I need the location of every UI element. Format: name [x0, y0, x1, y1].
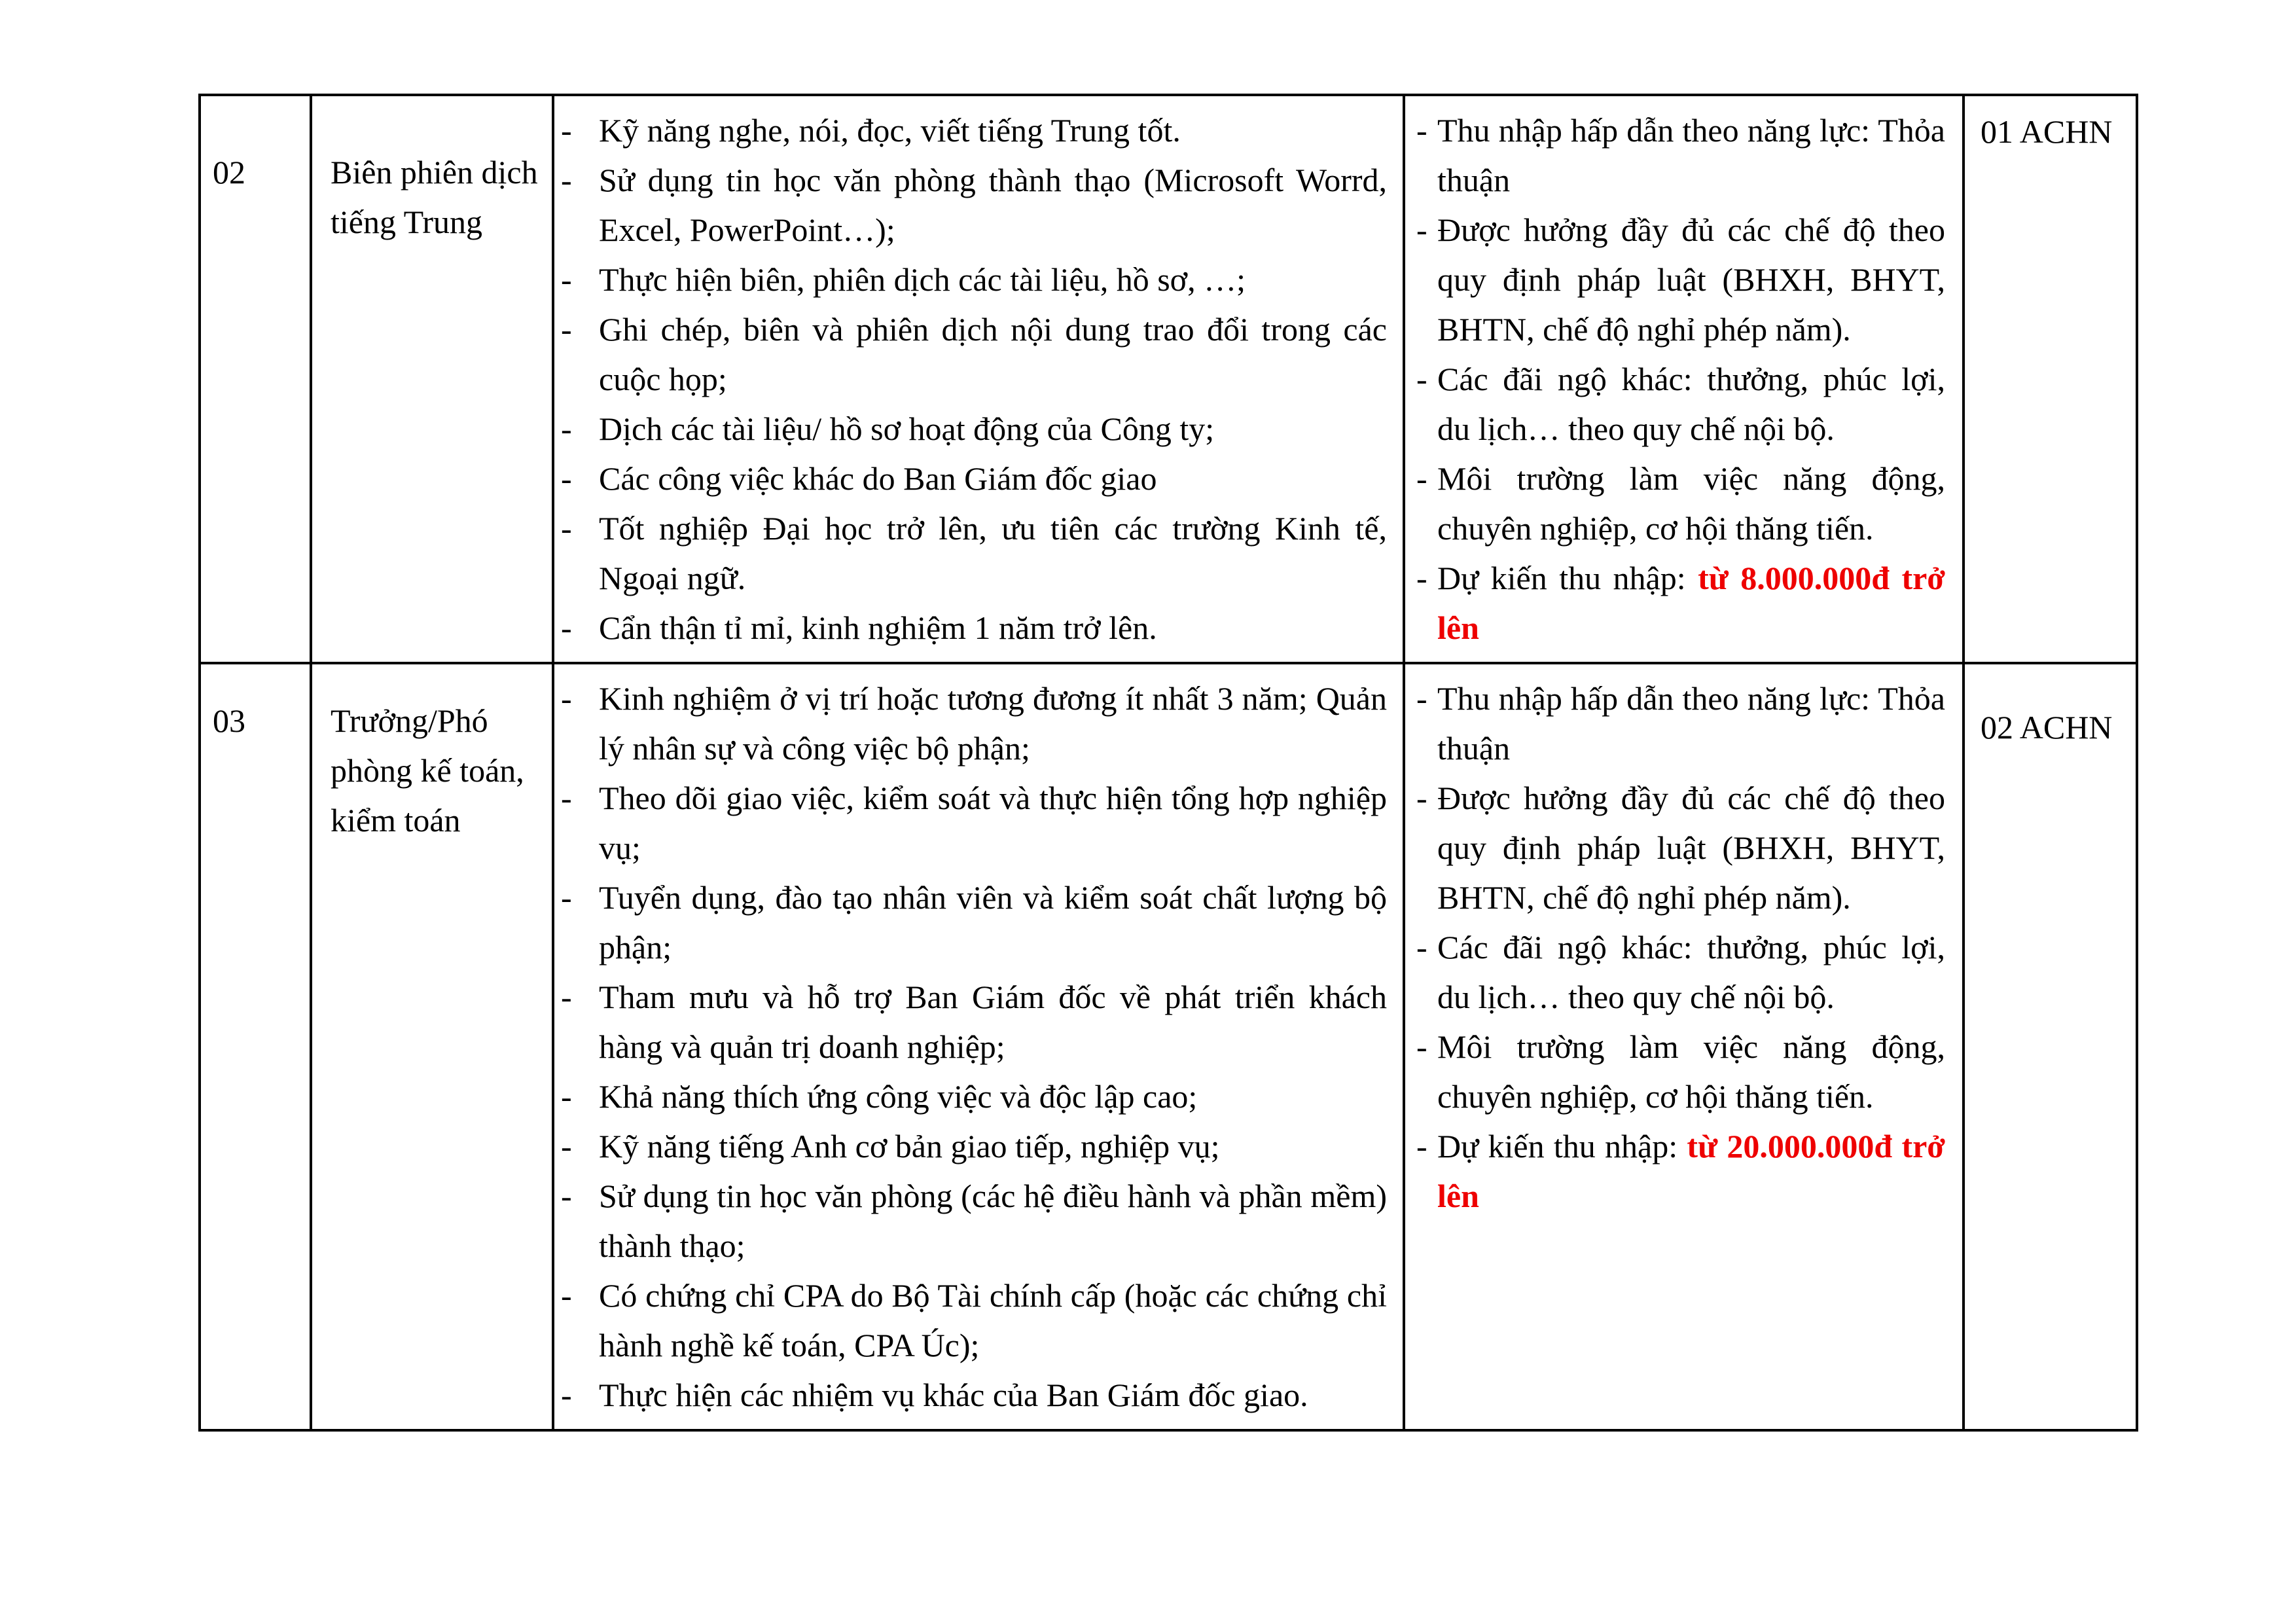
bullet-item: [554, 1370, 1387, 1420]
bullet-text: Môi trường làm việc năng động, chuyên nghiệp, cơ hội thăng tiến.: [1437, 1028, 1945, 1115]
cell-job-benefits: [1404, 663, 1964, 1430]
cell-job-requirements: [553, 663, 1404, 1430]
bullet-dash-icon: -: [1416, 361, 1427, 397]
bullet-text: Các công việc khác do Ban Giám đốc giao: [599, 460, 1157, 497]
bullet-dash-icon: -: [1416, 560, 1427, 596]
bullet-item: [1405, 205, 1945, 354]
cell-quantity: [1964, 663, 2137, 1430]
bullet-dash-icon: -: [1416, 460, 1427, 497]
salary-value: từ 8.000.000đ trở lên: [1437, 560, 1945, 646]
cell-row-number: [200, 95, 311, 663]
job-title: Biên phiên dịch tiếng Trung: [331, 154, 538, 240]
bullet-item: [554, 404, 1387, 454]
salary-line: [1405, 1121, 1945, 1221]
bullet-dash-icon: -: [1416, 780, 1427, 816]
cell-row-number: [200, 663, 311, 1430]
row-number: 03: [213, 702, 245, 739]
cell-job-title: [311, 95, 553, 663]
bullet-item: [1405, 354, 1945, 454]
bullet-text: Tuyển dụng, đào tạo nhân viên và kiểm soát chất lượng bộ phận;: [599, 879, 1387, 965]
bullet-text: Thu nhập hấp dẫn theo năng lực: Thỏa thuận: [1437, 112, 1945, 198]
bullet-text: Thu nhập hấp dẫn theo năng lực: Thỏa thuận: [1437, 680, 1945, 767]
recruitment-table: [198, 94, 2138, 1432]
quantity-value: 01 ACHN: [1981, 113, 2113, 150]
requirements-list: [554, 674, 1387, 1420]
bullet-item: [554, 255, 1387, 304]
salary-label: Dự kiến thu nhập:: [1437, 560, 1698, 596]
bullet-dash-icon: -: [1416, 1028, 1427, 1065]
bullet-dash-icon: -: [1416, 929, 1427, 965]
bullet-text: Khả năng thích ứng công việc và độc lập cao;: [599, 1078, 1198, 1115]
table-row: [200, 95, 2137, 663]
benefits-list: [1405, 105, 1945, 553]
bullet-dash-icon: -: [561, 410, 572, 447]
bullet-item: [554, 1271, 1387, 1370]
bullet-dash-icon: -: [561, 609, 572, 646]
bullet-item: [1405, 1022, 1945, 1121]
bullet-text: Thực hiện các nhiệm vụ khác của Ban Giám đốc giao.: [599, 1377, 1308, 1413]
bullet-item: [1405, 105, 1945, 205]
bullet-dash-icon: -: [561, 460, 572, 497]
bullet-dash-icon: -: [561, 510, 572, 547]
bullet-item: [554, 1072, 1387, 1121]
bullet-dash-icon: -: [1416, 1128, 1427, 1164]
requirements-list: [554, 105, 1387, 653]
bullet-item: [554, 1121, 1387, 1171]
bullet-item: [554, 155, 1387, 255]
bullet-item: [1405, 674, 1945, 773]
cell-quantity: [1964, 95, 2137, 663]
bullet-dash-icon: -: [561, 780, 572, 816]
bullet-text: Được hưởng đầy đủ các chế độ theo quy định pháp luật (BHXH, BHYT, BHTN, chế độ nghỉ phép năm).: [1437, 780, 1945, 916]
bullet-item: [554, 972, 1387, 1072]
quantity-value: 02 ACHN: [1981, 709, 2113, 746]
bullet-text: Ghi chép, biên và phiên dịch nội dung trao đổi trong các cuộc họp;: [599, 311, 1387, 397]
row-number: 02: [213, 154, 245, 190]
cell-job-requirements: [553, 95, 1404, 663]
bullet-dash-icon: -: [561, 162, 572, 198]
bullet-text: Kinh nghiệm ở vị trí hoặc tương đương ít nhất 3 năm; Quản lý nhân sự và công việc bộ phận;: [599, 680, 1387, 767]
bullet-dash-icon: -: [561, 979, 572, 1015]
bullet-item: [1405, 922, 1945, 1022]
bullet-dash-icon: -: [561, 680, 572, 717]
job-title: Trưởng/Phó phòng kế toán, kiểm toán: [331, 702, 524, 839]
cell-job-benefits: [1404, 95, 1964, 663]
bullet-item: [1405, 773, 1945, 922]
bullet-dash-icon: -: [561, 311, 572, 348]
bullet-item: [554, 1171, 1387, 1271]
bullet-item: [554, 454, 1387, 503]
bullet-dash-icon: -: [1416, 112, 1427, 149]
salary-label: Dự kiến thu nhập:: [1437, 1128, 1687, 1164]
bullet-item: [554, 773, 1387, 873]
bullet-text: Sử dụng tin học văn phòng (các hệ điều hành và phần mềm) thành thạo;: [599, 1178, 1387, 1264]
bullet-dash-icon: -: [1416, 211, 1427, 248]
bullet-item: [554, 873, 1387, 972]
bullet-text: Tham mưu và hỗ trợ Ban Giám đốc về phát triển khách hàng và quản trị doanh nghiệp;: [599, 979, 1387, 1065]
bullet-dash-icon: -: [1416, 680, 1427, 717]
bullet-dash-icon: -: [561, 112, 572, 149]
bullet-text: Tốt nghiệp Đại học trở lên, ưu tiên các trường Kinh tế, Ngoại ngữ.: [599, 510, 1387, 596]
bullet-text: Thực hiện biên, phiên dịch các tài liệu, hồ sơ, …;: [599, 261, 1246, 298]
bullet-item: [554, 304, 1387, 404]
bullet-item: [554, 603, 1387, 653]
bullet-text: Kỹ năng nghe, nói, đọc, viết tiếng Trung tốt.: [599, 112, 1181, 149]
bullet-text: Dịch các tài liệu/ hồ sơ hoạt động của Công ty;: [599, 410, 1215, 447]
bullet-text: Cẩn thận tỉ mỉ, kinh nghiệm 1 năm trở lên.: [599, 609, 1157, 646]
bullet-dash-icon: -: [561, 879, 572, 916]
bullet-item: [554, 503, 1387, 603]
bullet-dash-icon: -: [561, 1128, 572, 1164]
benefits-list: [1405, 674, 1945, 1121]
bullet-dash-icon: -: [561, 1078, 572, 1115]
bullet-text: Được hưởng đầy đủ các chế độ theo quy định pháp luật (BHXH, BHYT, BHTN, chế độ nghỉ phép năm).: [1437, 211, 1945, 348]
bullet-dash-icon: -: [561, 1277, 572, 1314]
bullet-text: Theo dõi giao việc, kiểm soát và thực hiện tổng hợp nghiệp vụ;: [599, 780, 1387, 866]
bullet-dash-icon: -: [561, 1178, 572, 1214]
bullet-dash-icon: -: [561, 261, 572, 298]
cell-job-title: [311, 663, 553, 1430]
bullet-item: [554, 105, 1387, 155]
salary-value: từ 20.000.000đ trở lên: [1437, 1128, 1945, 1214]
bullet-item: [554, 674, 1387, 773]
table-row: [200, 663, 2137, 1430]
bullet-text: Kỹ năng tiếng Anh cơ bản giao tiếp, nghiệp vụ;: [599, 1128, 1220, 1164]
bullet-text: Các đãi ngộ khác: thưởng, phúc lợi, du lịch… theo quy chế nội bộ.: [1437, 929, 1945, 1015]
bullet-item: [1405, 454, 1945, 553]
bullet-text: Có chứng chỉ CPA do Bộ Tài chính cấp (hoặc các chứng chỉ hành nghề kế toán, CPA Úc);: [599, 1277, 1387, 1363]
bullet-text: Sử dụng tin học văn phòng thành thạo (Microsoft Worrd, Excel, PowerPoint…);: [599, 162, 1387, 248]
bullet-text: Môi trường làm việc năng động, chuyên nghiệp, cơ hội thăng tiến.: [1437, 460, 1945, 547]
bullet-text: Các đãi ngộ khác: thưởng, phúc lợi, du lịch… theo quy chế nội bộ.: [1437, 361, 1945, 447]
salary-line: [1405, 553, 1945, 653]
bullet-dash-icon: -: [561, 1377, 572, 1413]
